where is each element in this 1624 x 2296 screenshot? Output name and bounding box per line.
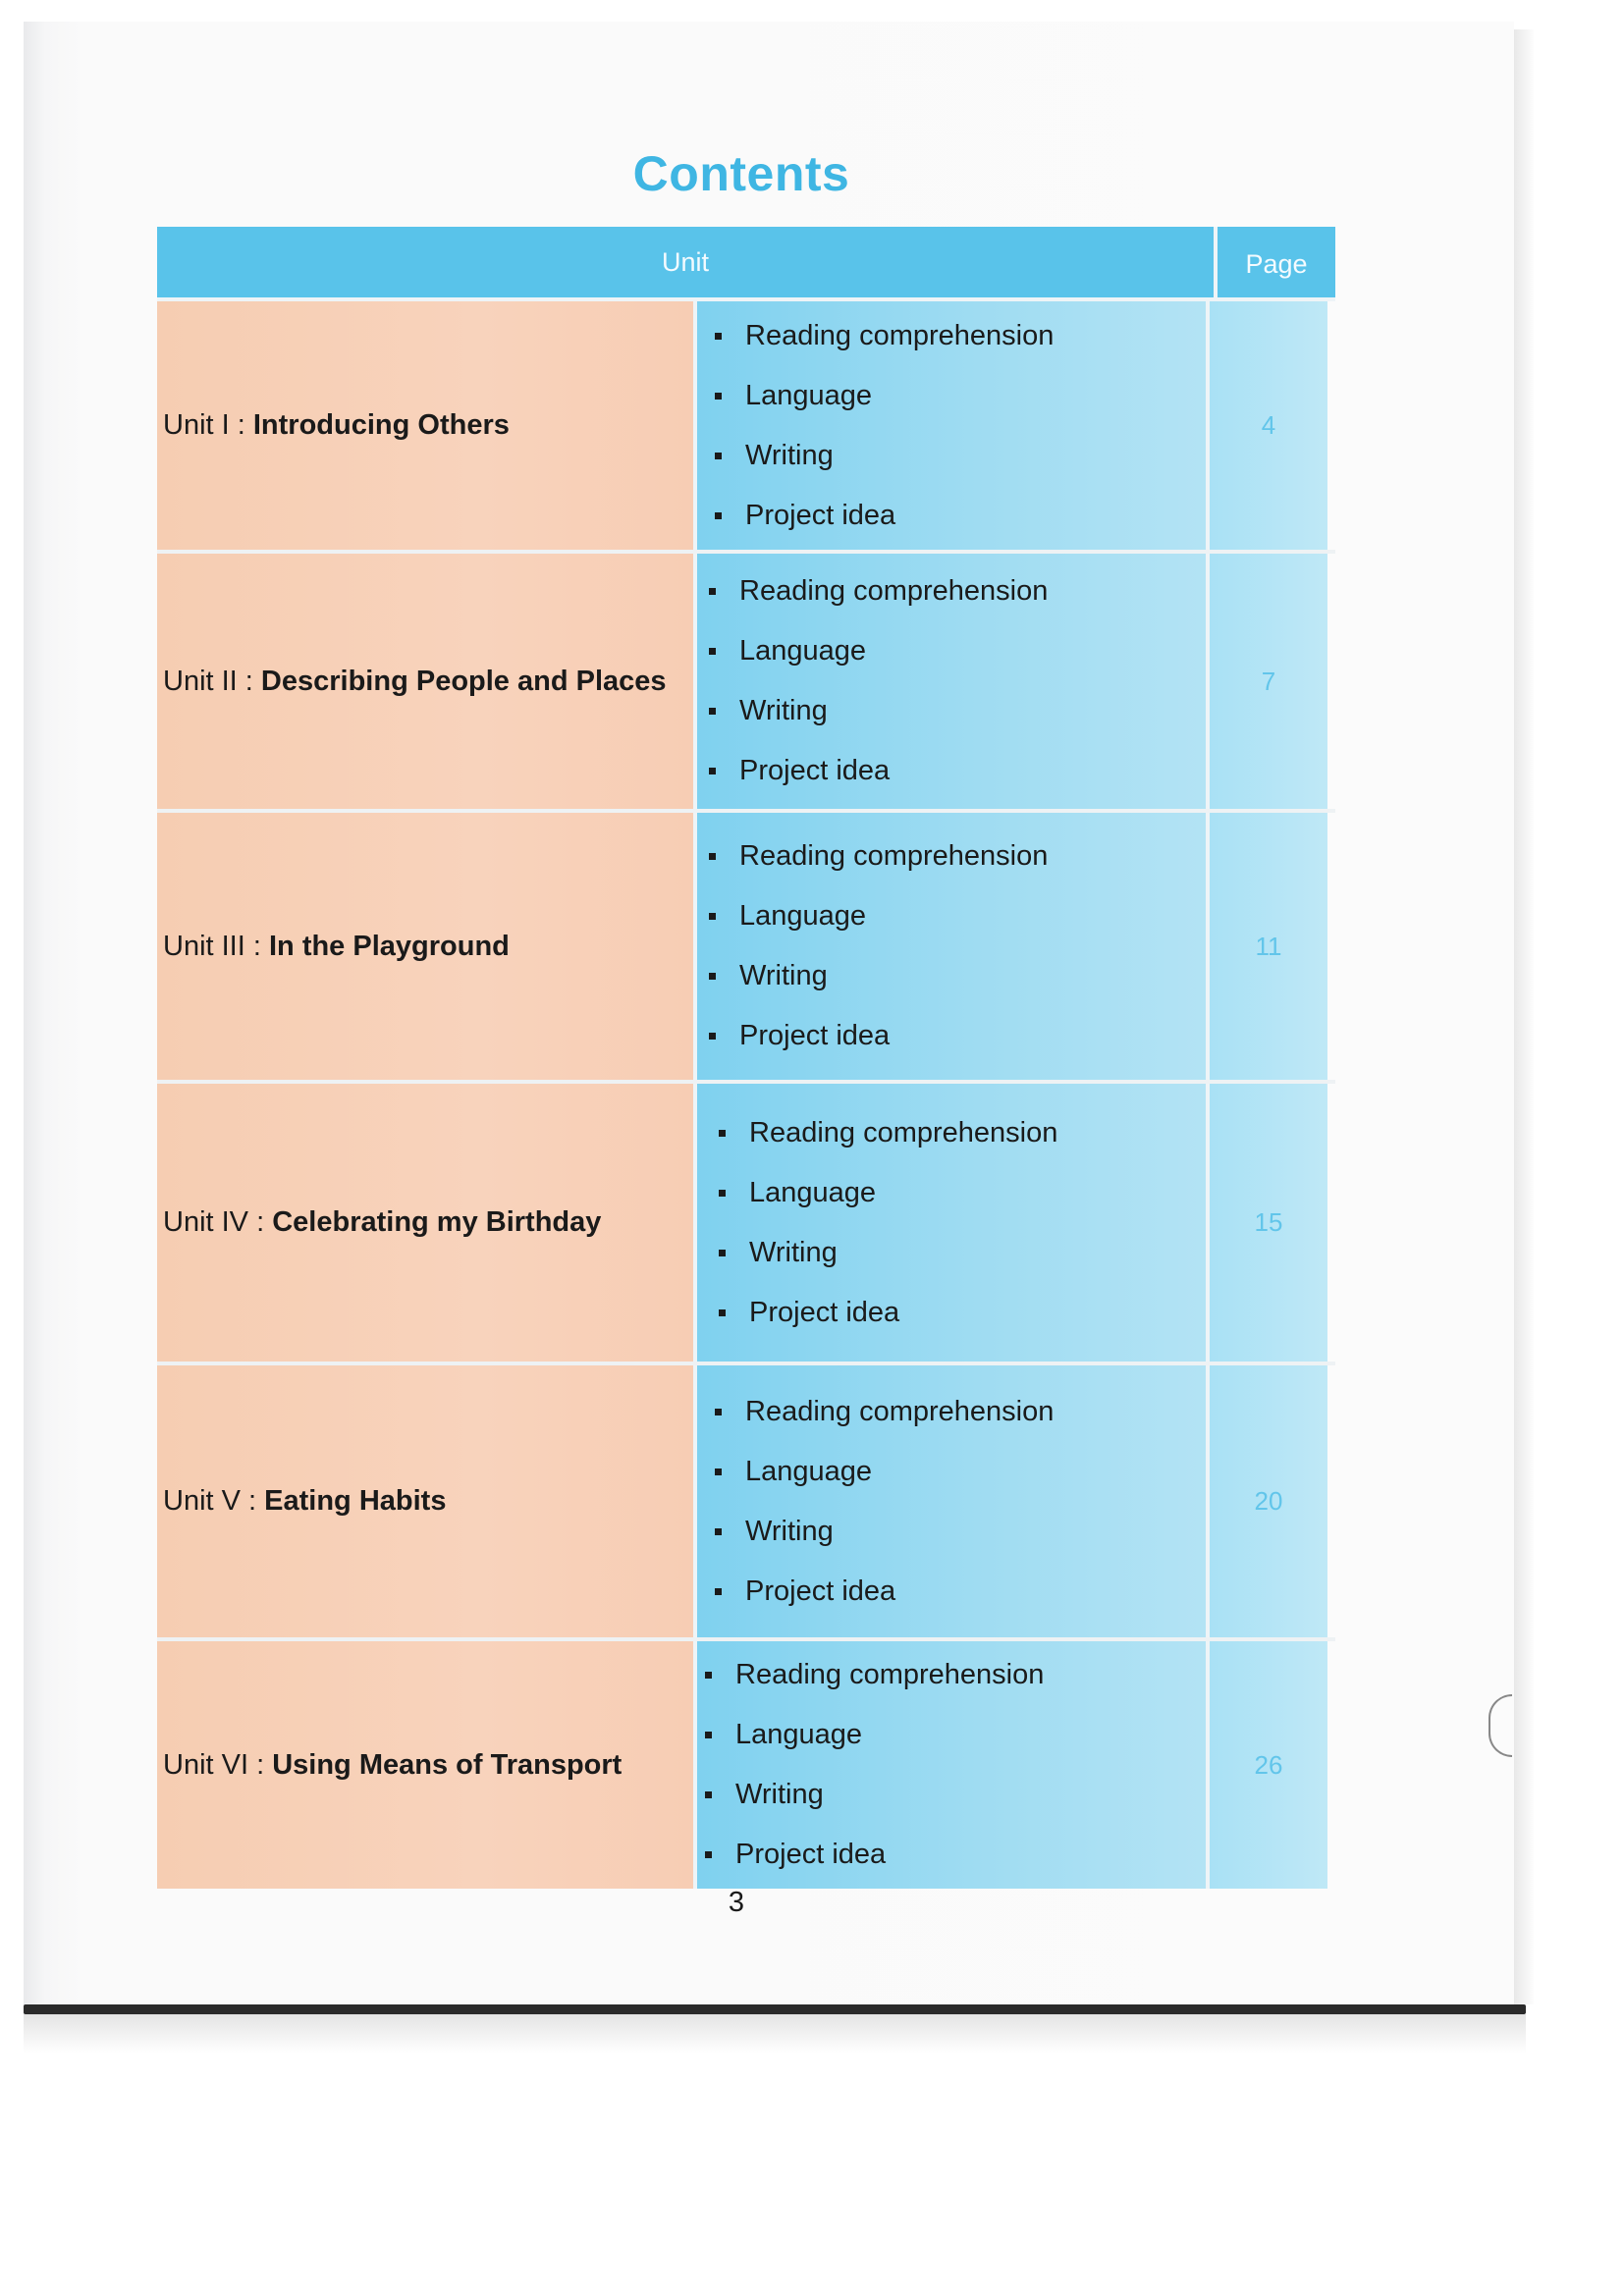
table-row <box>157 1084 1335 1365</box>
unit-prefix: Unit III : <box>163 930 261 962</box>
topic-label: Reading comprehension <box>735 1659 1045 1690</box>
bullet-icon <box>719 1250 726 1256</box>
unit-title-cell <box>157 301 697 550</box>
list-item <box>709 561 1206 621</box>
topics-cell <box>697 1641 1210 1889</box>
page-number-cell: 20 <box>1210 1365 1327 1637</box>
topic-label: Language <box>749 1176 877 1208</box>
list-item <box>705 1645 1206 1705</box>
bullet-icon <box>719 1130 726 1137</box>
bullet-icon <box>715 393 722 400</box>
topics-cell <box>697 1365 1210 1637</box>
unit-title-cell <box>157 1641 697 1889</box>
list-item <box>719 1103 1206 1163</box>
unit-title-cell <box>157 1365 697 1637</box>
list-item <box>715 366 1206 426</box>
topic-label: Language <box>739 635 867 667</box>
bullet-icon <box>715 1409 722 1415</box>
topic-label: Project idea <box>735 1839 887 1870</box>
unit-prefix: Unit IV : <box>163 1206 265 1238</box>
list-item <box>715 486 1206 546</box>
list-item <box>715 1442 1206 1502</box>
list-item <box>715 426 1206 486</box>
bullet-icon <box>719 1309 726 1316</box>
topic-label: Project idea <box>739 755 891 786</box>
topic-label: Language <box>745 379 873 411</box>
bullet-icon <box>715 333 722 340</box>
bullet-icon <box>705 1851 712 1858</box>
topic-label: Reading comprehension <box>739 575 1049 607</box>
topic-label: Writing <box>749 1236 838 1268</box>
bullet-icon <box>709 853 716 860</box>
topic-label: Project idea <box>749 1296 900 1328</box>
header-unit: Unit <box>157 227 1218 297</box>
bullet-icon <box>719 1190 726 1197</box>
unit-prefix: Unit II : <box>163 665 253 697</box>
unit-title-cell <box>157 554 697 809</box>
topic-label: Reading comprehension <box>749 1116 1058 1148</box>
topic-label: Writing <box>739 960 828 991</box>
list-item <box>719 1163 1206 1223</box>
topic-label: Language <box>745 1455 873 1487</box>
list-item <box>709 886 1206 946</box>
unit-prefix: Unit V : <box>163 1485 257 1517</box>
topic-label: Writing <box>735 1779 824 1810</box>
page-number: 3 <box>728 1887 745 1918</box>
topics-cell <box>697 301 1210 550</box>
topic-label: Project idea <box>745 1575 896 1607</box>
topic-label: Project idea <box>739 1020 891 1051</box>
topic-label: Writing <box>739 695 828 726</box>
unit-prefix: Unit VI : <box>163 1748 265 1781</box>
unit-name: Celebrating my Birthday <box>272 1206 602 1238</box>
topic-label: Reading comprehension <box>745 1395 1055 1427</box>
bullet-icon <box>709 648 716 655</box>
unit-name: Introducing Others <box>252 409 510 441</box>
bullet-icon <box>715 453 722 459</box>
list-item <box>709 946 1206 1006</box>
bullet-icon <box>715 1528 722 1535</box>
list-item <box>715 306 1206 366</box>
page-title: Contents <box>632 146 850 201</box>
topic-label: Writing <box>745 1515 834 1547</box>
topic-label: Reading comprehension <box>745 319 1055 351</box>
list-item <box>715 1382 1206 1442</box>
list-item <box>709 741 1206 801</box>
bullet-icon <box>705 1672 712 1679</box>
page-number-cell: 7 <box>1210 554 1327 809</box>
topic-label: Writing <box>745 439 834 471</box>
table-row <box>157 1365 1335 1641</box>
bullet-icon <box>709 973 716 980</box>
bullet-icon <box>715 1468 722 1475</box>
header-page: Page <box>1245 249 1308 279</box>
list-item <box>715 1502 1206 1562</box>
bullet-icon <box>709 913 716 920</box>
bullet-icon <box>709 708 716 715</box>
bullet-icon <box>705 1732 712 1738</box>
list-item <box>705 1825 1206 1885</box>
table-row <box>157 813 1335 1084</box>
page-number-cell: 4 <box>1210 301 1327 550</box>
page-shadow <box>24 2014 1526 2054</box>
unit-title-cell <box>157 1084 697 1362</box>
list-item <box>719 1283 1206 1343</box>
page-edge <box>1514 29 1534 2004</box>
unit-name: In the Playground <box>268 930 510 962</box>
contents-table <box>157 227 1335 1889</box>
topic-label: Language <box>735 1719 863 1750</box>
bullet-icon <box>709 1033 716 1040</box>
list-item <box>705 1705 1206 1765</box>
list-item <box>709 621 1206 681</box>
table-row <box>157 1641 1335 1889</box>
topic-label: Reading comprehension <box>739 840 1049 872</box>
unit-title-cell <box>157 813 697 1080</box>
unit-name: Describing People and Places <box>260 665 667 697</box>
table-row <box>157 554 1335 813</box>
bullet-icon <box>709 588 716 595</box>
bullet-icon <box>715 512 722 519</box>
page-bottom-edge <box>24 2004 1526 2014</box>
table-row <box>157 301 1335 554</box>
page-number-cell: 11 <box>1210 813 1327 1080</box>
list-item <box>709 1006 1206 1066</box>
list-item <box>705 1765 1206 1825</box>
unit-prefix: Unit I : <box>163 409 245 441</box>
list-item <box>709 681 1206 741</box>
page-number-cell: 15 <box>1210 1084 1327 1362</box>
list-item <box>719 1223 1206 1283</box>
bullet-icon <box>709 768 716 774</box>
topic-label: Language <box>739 900 867 932</box>
list-item <box>709 827 1206 886</box>
list-item <box>715 1562 1206 1622</box>
topic-label: Project idea <box>745 499 896 531</box>
unit-name: Using Means of Transport <box>272 1748 623 1781</box>
bullet-icon <box>705 1791 712 1798</box>
topics-cell <box>697 813 1210 1080</box>
bullet-icon <box>715 1588 722 1595</box>
page-number-cell: 26 <box>1210 1641 1327 1889</box>
topics-cell <box>697 554 1210 809</box>
table-header <box>157 227 1335 301</box>
topics-cell <box>697 1084 1210 1362</box>
unit-name: Eating Habits <box>264 1485 447 1517</box>
